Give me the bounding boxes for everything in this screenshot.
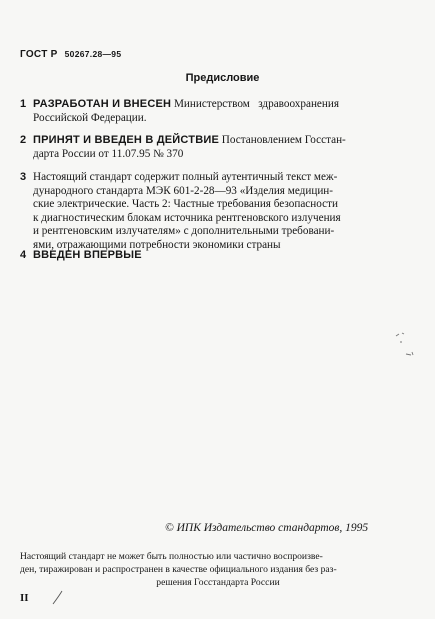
notice-line: ден, тиражирован и распространен в качестве официального издания без раз- bbox=[20, 564, 337, 575]
item-number: 2 bbox=[20, 134, 27, 146]
copyright-line: © ИПК Издательство стандартов, 1995 bbox=[165, 522, 369, 534]
preface-item-3 bbox=[20, 171, 418, 252]
preface-item-1 bbox=[20, 98, 418, 125]
item-text-line: дународного стандарта МЭК 601-2-28—93 «Изделия медицин- bbox=[33, 184, 334, 197]
page-title: Предисловие bbox=[185, 72, 260, 84]
item-lead: РАЗРАБОТАН И ВНЕСЕН bbox=[33, 98, 172, 110]
standard-code: ГОСТ Р bbox=[20, 49, 58, 60]
item-text: Постановлением Госстан- bbox=[219, 134, 346, 146]
reproduction-notice bbox=[20, 550, 416, 589]
page-number: II bbox=[20, 592, 29, 604]
item-text-line: и рентгеновским излучателям» с дополнительными требовани- bbox=[33, 225, 335, 237]
item-text-line: Российской Федерации. bbox=[33, 111, 147, 124]
item-text: Министерством здравоохранения bbox=[171, 98, 340, 110]
item-number: 1 bbox=[20, 98, 27, 110]
item-text-line: к диагностическим блокам источника рентгеновского излучения bbox=[33, 211, 341, 224]
item-text-line: ями, отражающими потребности экономики страны bbox=[33, 238, 281, 251]
document-header bbox=[20, 49, 121, 60]
item-lead: ПРИНЯТ И ВВЕДЕН В ДЕЙСТВИЕ bbox=[33, 134, 219, 146]
item-lead: ВВЕДЕН ВПЕРВЫЕ bbox=[33, 249, 142, 261]
preface-item-2 bbox=[20, 134, 418, 161]
notice-line: Настоящий стандарт не может быть полностью или частично воспроизве- bbox=[20, 551, 323, 562]
standard-number: 50267.28—95 bbox=[64, 49, 122, 59]
item-text-line: ские электрические. Часть 2: Частные требования безопасности bbox=[33, 198, 338, 210]
item-number: 3 bbox=[20, 171, 27, 183]
notice-line: решения Госстандарта России bbox=[156, 577, 280, 588]
pen-mark bbox=[50, 588, 66, 608]
item-text-line: дарта России от 11.07.95 № 370 bbox=[33, 147, 184, 160]
scan-speck-marks bbox=[392, 328, 422, 364]
preface-item-4 bbox=[20, 249, 418, 263]
item-number: 4 bbox=[20, 249, 27, 261]
item-text-line: Настоящий стандарт содержит полный аутентичный текст меж- bbox=[33, 171, 338, 183]
